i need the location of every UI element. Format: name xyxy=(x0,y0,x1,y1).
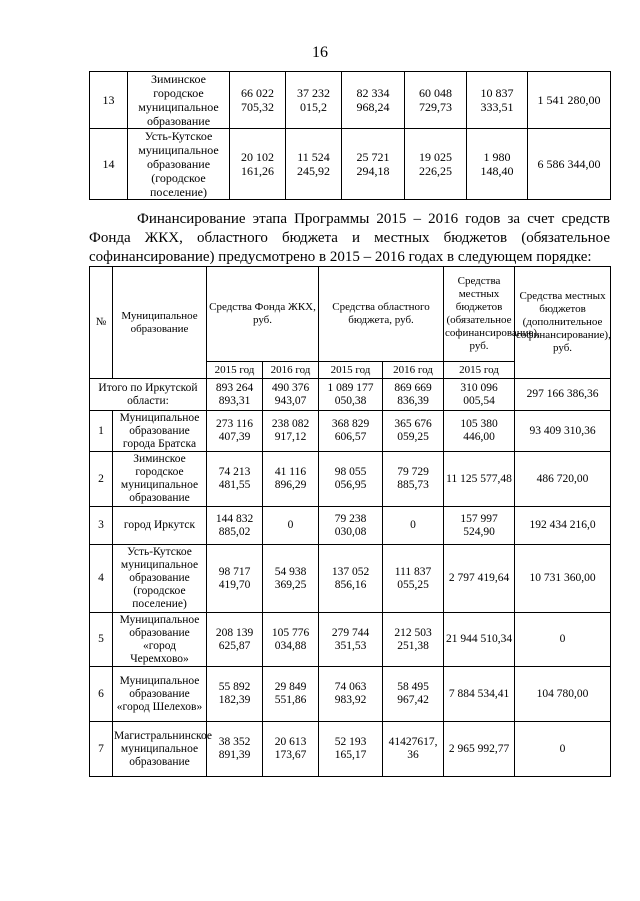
cell: 10 731 360,00 xyxy=(515,545,611,613)
cell: 52 193 165,17 xyxy=(319,722,383,777)
cell: 192 434 216,0 xyxy=(515,507,611,545)
table-continued xyxy=(89,71,611,200)
row-number: 2 xyxy=(90,452,113,507)
header-year: 2015 год xyxy=(207,362,263,379)
table-row xyxy=(90,411,611,452)
cell: 310 096 005,54 xyxy=(444,379,515,411)
cell: 105 380 446,00 xyxy=(444,411,515,452)
cell: 93 409 310,36 xyxy=(515,411,611,452)
cell: 55 892 182,39 xyxy=(207,667,263,722)
cell: 1 541 280,00 xyxy=(528,72,611,129)
cell: 0 xyxy=(515,613,611,667)
cell: 105 776 034,88 xyxy=(263,613,319,667)
municipality-name: город Иркутск xyxy=(113,507,207,545)
total-label: Итого по Иркутской области: xyxy=(90,379,207,411)
cell: 0 xyxy=(263,507,319,545)
financing-table xyxy=(89,266,611,777)
header-local-additional: Средства местных бюджетов (дополнительное софинансирование), руб. xyxy=(515,267,611,379)
header-fund: Средства Фонда ЖКХ, руб. xyxy=(207,267,319,362)
row-number: 1 xyxy=(90,411,113,452)
cell: 137 052 856,16 xyxy=(319,545,383,613)
cell: 157 997 524,90 xyxy=(444,507,515,545)
cell: 1 089 177 050,38 xyxy=(319,379,383,411)
header-oblast: Средства областного бюджета, руб. xyxy=(319,267,444,362)
table-row xyxy=(90,613,611,667)
row-number: 13 xyxy=(90,72,128,129)
cell: 279 744 351,53 xyxy=(319,613,383,667)
cell: 365 676 059,25 xyxy=(383,411,444,452)
cell: 486 720,00 xyxy=(515,452,611,507)
cell: 20 102 161,26 xyxy=(230,129,286,200)
cell: 79 238 030,08 xyxy=(319,507,383,545)
cell: 82 334 968,24 xyxy=(342,72,405,129)
cell: 0 xyxy=(383,507,444,545)
header-num: № xyxy=(90,267,113,379)
table-row xyxy=(90,72,611,129)
cell: 66 022 705,32 xyxy=(230,72,286,129)
cell: 0 xyxy=(515,722,611,777)
body-paragraph: Финансирование этапа Программы 2015 – 2016 годов за счет средств Фонда ЖКХ, областного бюджета и местных бюджетов (обязательное софинансирование) предусмотрено в 2015 – 2016 годах в следующем порядке: xyxy=(89,211,610,265)
cell: 60 048 729,73 xyxy=(405,72,467,129)
header-municipality: Муниципальное образование xyxy=(113,267,207,379)
cell: 10 837 333,51 xyxy=(467,72,528,129)
cell: 11 524 245,92 xyxy=(286,129,342,200)
cell: 1 980 148,40 xyxy=(467,129,528,200)
cell: 58 495 967,42 xyxy=(383,667,444,722)
cell: 21 944 510,34 xyxy=(444,613,515,667)
cell: 869 669 836,39 xyxy=(383,379,444,411)
cell: 25 721 294,18 xyxy=(342,129,405,200)
table-row xyxy=(90,545,611,613)
cell: 893 264 893,31 xyxy=(207,379,263,411)
table-row xyxy=(90,507,611,545)
cell: 98 055 056,95 xyxy=(319,452,383,507)
page-number: 16 xyxy=(312,44,328,61)
municipality-name: Зиминское городское муниципальное образование xyxy=(113,452,207,507)
row-number: 5 xyxy=(90,613,113,667)
municipality-name: Магистральнинское муниципальное образование xyxy=(113,722,207,777)
municipality-name: Муниципальное образование «город Черемхово» xyxy=(113,613,207,667)
cell: 490 376 943,07 xyxy=(263,379,319,411)
municipality-name: Муниципальное образование «город Шелехов» xyxy=(113,667,207,722)
table-total-row xyxy=(90,379,611,411)
cell: 41427617, 36 xyxy=(383,722,444,777)
row-number: 4 xyxy=(90,545,113,613)
cell: 297 166 386,36 xyxy=(515,379,611,411)
cell: 6 586 344,00 xyxy=(528,129,611,200)
header-year: 2016 год xyxy=(263,362,319,379)
cell: 20 613 173,67 xyxy=(263,722,319,777)
row-number: 7 xyxy=(90,722,113,777)
cell: 7 884 534,41 xyxy=(444,667,515,722)
cell: 41 116 896,29 xyxy=(263,452,319,507)
table-header-row xyxy=(90,267,611,362)
header-year: 2016 год xyxy=(383,362,444,379)
cell: 29 849 551,86 xyxy=(263,667,319,722)
municipality-name: Зиминское городское муниципальное образование xyxy=(128,72,230,129)
cell: 273 116 407,39 xyxy=(207,411,263,452)
cell: 79 729 885,73 xyxy=(383,452,444,507)
cell: 368 829 606,57 xyxy=(319,411,383,452)
cell: 19 025 226,25 xyxy=(405,129,467,200)
municipality-name: Усть-Кутское муниципальное образование (городское поселение) xyxy=(113,545,207,613)
header-local-obligatory: Средства местных бюджетов (обязательное софинансирование), руб. xyxy=(444,267,515,362)
row-number: 6 xyxy=(90,667,113,722)
header-year: 2015 год xyxy=(444,362,515,379)
cell: 74 213 481,55 xyxy=(207,452,263,507)
cell: 54 938 369,25 xyxy=(263,545,319,613)
cell: 208 139 625,87 xyxy=(207,613,263,667)
table-row xyxy=(90,667,611,722)
cell: 144 832 885,02 xyxy=(207,507,263,545)
table-row xyxy=(90,722,611,777)
row-number: 3 xyxy=(90,507,113,545)
municipality-name: Усть-Кутское муниципальное образование (городское поселение) xyxy=(128,129,230,200)
cell: 38 352 891,39 xyxy=(207,722,263,777)
cell: 2 965 992,77 xyxy=(444,722,515,777)
row-number: 14 xyxy=(90,129,128,200)
header-year: 2015 год xyxy=(319,362,383,379)
cell: 2 797 419,64 xyxy=(444,545,515,613)
cell: 37 232 015,2 xyxy=(286,72,342,129)
cell: 74 063 983,92 xyxy=(319,667,383,722)
cell: 212 503 251,38 xyxy=(383,613,444,667)
table-row xyxy=(90,129,611,200)
cell: 11 125 577,48 xyxy=(444,452,515,507)
table-row xyxy=(90,452,611,507)
cell: 104 780,00 xyxy=(515,667,611,722)
cell: 98 717 419,70 xyxy=(207,545,263,613)
municipality-name: Муниципальное образование города Братска xyxy=(113,411,207,452)
cell: 111 837 055,25 xyxy=(383,545,444,613)
cell: 238 082 917,12 xyxy=(263,411,319,452)
